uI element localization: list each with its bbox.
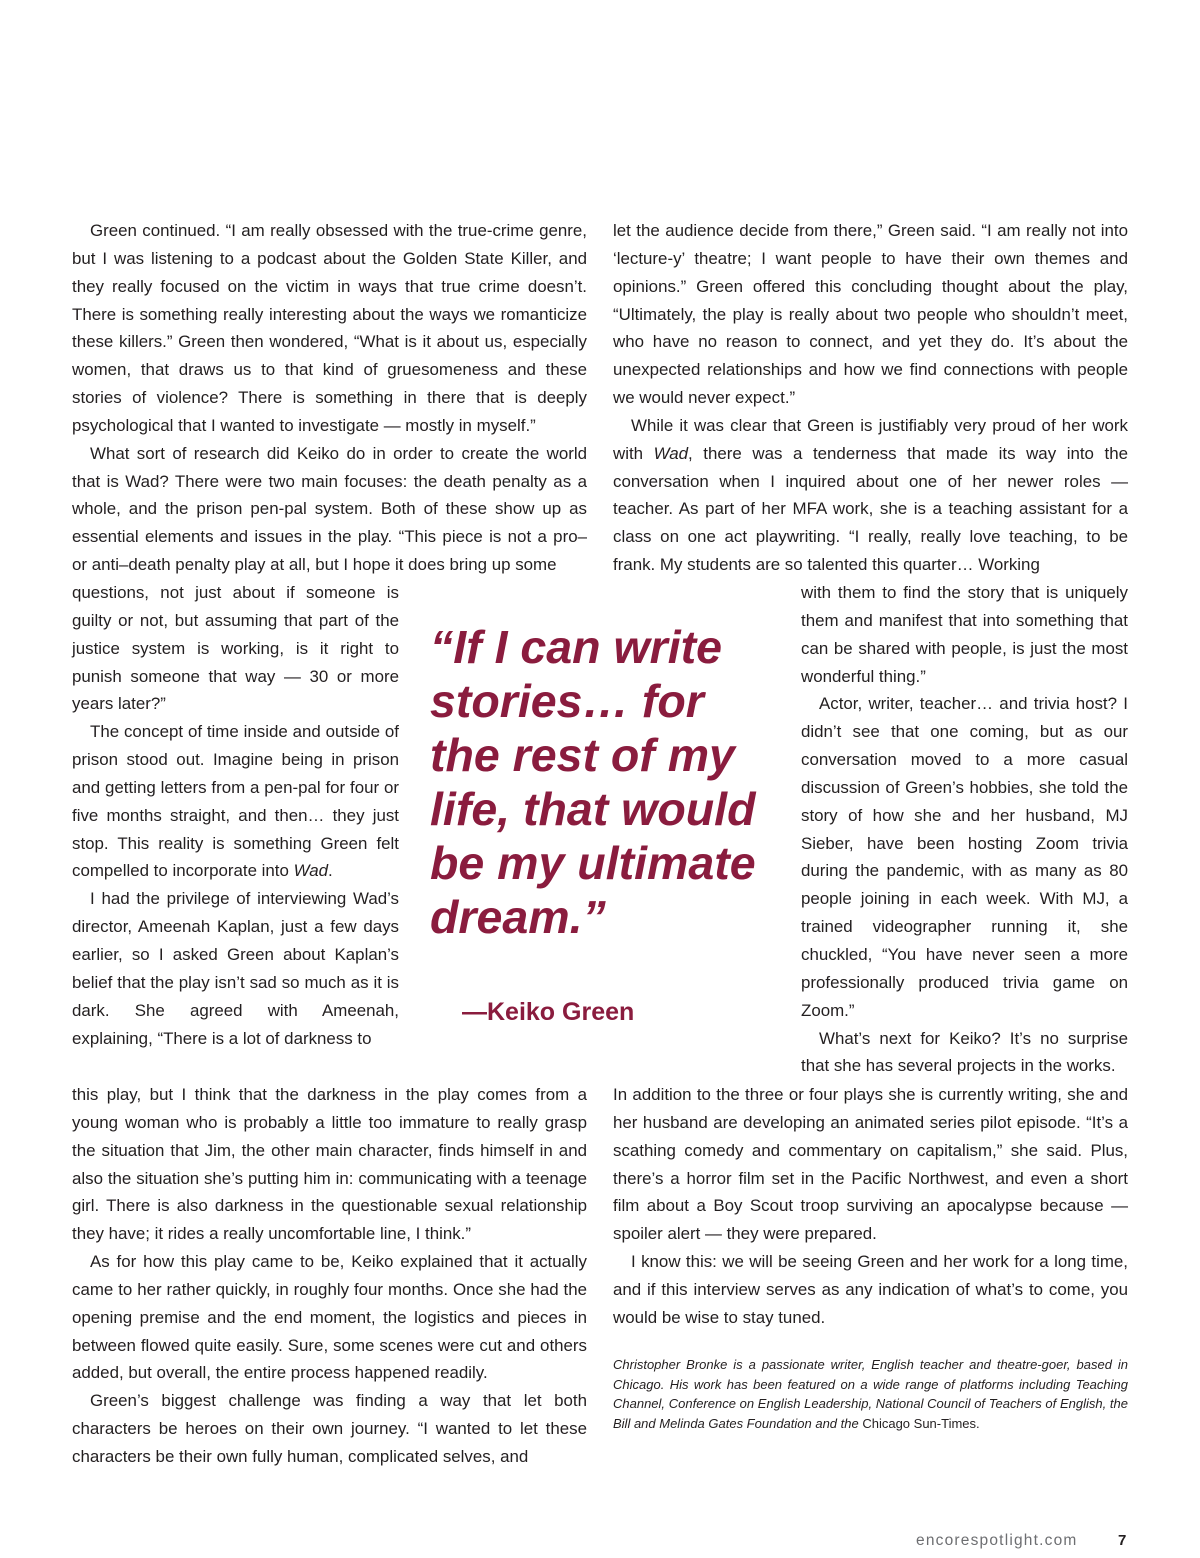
author-bio-text: Christopher Bronke is a passionate writer, English teacher and theatre-goer, based in Chicago. His work has been featured on a wide range of platforms including Teaching Channel, Conference on English Leadership, National Council of Teachers of English, the Bill and Melinda Gates Foundation and the xyxy=(613,1357,1128,1431)
paragraph: with them to find the story that is uniquely them and manifest that into something that can be shared with people, is just the most wonderful thing.” xyxy=(801,583,1128,686)
play-title: Wad xyxy=(293,861,329,881)
paragraph: As for how this play came to be, Keiko explained that it actually came to her rather quickly, in roughly four months. Once she had the opening premise and the end moment, the logistics and pieces in between flowed quite easily. Sure, some scenes were cut and others added, but overall, the entire process happened readily. xyxy=(72,1252,587,1383)
paragraph: What’s next for Keiko? It’s no surprise that she has several projects in the works. xyxy=(801,1028,1128,1076)
left-column-top xyxy=(72,217,587,579)
footer-website: encorespotlight.com xyxy=(916,1532,1078,1549)
paragraph: I know this: we will be seeing Green and her work for a long time, and if this interview serves as any indication of what’s to come, you would be wise to stay tuned. xyxy=(613,1252,1128,1327)
left-column-bottom xyxy=(72,1081,587,1471)
right-column-narrow xyxy=(801,579,1128,1080)
left-column-narrow xyxy=(72,579,399,1052)
play-title: Wad xyxy=(653,443,689,463)
paragraph: Green continued. “I am really obsessed with the true-crime genre, but I was listening to a podcast about the Golden State Killer, and they really focused on the victim in ways that true crime doesn’t. There is something really interesting about the ways we romanticize these killers.” Green then wondered, “What is it about us, especially women, that draws us to that kind of gruesomeness and these stories of violence? There is something in there that is deeply psychological that I wanted to investigate — mostly in myself.” xyxy=(72,221,587,435)
paragraph: I had the privilege of interviewing Wad’s director, Ameenah Kaplan, just a few days earlier, so I asked Green about Kaplan’s belief that the play isn’t sad so much as it is dark. She agreed with Ameenah, explaining, “There is a lot of darkness to xyxy=(72,889,399,1048)
publication-name: Chicago Sun-Times xyxy=(862,1415,977,1431)
paragraph xyxy=(613,412,1128,579)
paragraph: In addition to the three or four plays she is currently writing, she and her husband are developing an animated series pilot episode. “It’s a scathing comedy and commentary on capitalism,” she said. Plus, there’s a horror film set in the Pacific Northwest, and even a short film about a Boy Scout troop surviving an apocalypse because — spoiler alert — they were prepared. xyxy=(613,1085,1128,1244)
paragraph xyxy=(72,718,399,885)
paragraph-text: , there was a tenderness that made its way into the conversation when I inquired about one of her newer roles — teacher. As part of her MFA work, she is a teaching assistant for a class on one act playwriting. “I really, really love teaching, to be frank. My students are so talented this quarter… Working xyxy=(613,443,1128,575)
page-number: 7 xyxy=(1118,1532,1127,1549)
paragraph: Actor, writer, teacher… and trivia host? I didn’t see that one coming, but as our conversation moved to a more casual discussion of Green’s hobbies, she told the story of how she and her husband, MJ Sieber, have been hosting Zoom trivia during the pandemic, with as many as 80 people joining in each week. With MJ, a trained videographer running it, she chuckled, “You have never seen a more professionally produced trivia game on Zoom.” xyxy=(801,694,1128,1020)
paragraph: What sort of research did Keiko do in order to create the world that is Wad? There were two main focuses: the death penalty as a whole, and the prison pen-pal system. Both of these show up as essential elements and issues in the play. “This piece is not a pro– or anti–death penalty play at all, but I hope it does bring up some xyxy=(72,443,587,575)
paragraph-text: While it was clear that Green is justifiably very proud of her work with xyxy=(613,415,1128,463)
pull-quote-text: “If I can write stories… for the rest of my life, that would be my ultimate dream.” xyxy=(430,621,756,943)
paragraph: let the audience decide from there,” Green said. “I am really not into ‘lecture-y’ theatre; I want people to have their own themes and opinions.” Green offered this concluding thought about the play, “Ultimately, the play is really about two people who shouldn’t meet, who have no reason to connect, and yet they do. It’s about the unexpected relationships and how we find connections with people we would never expect.” xyxy=(613,221,1128,408)
right-column-bottom xyxy=(613,1081,1128,1332)
punctuation: . xyxy=(976,1415,980,1431)
right-column-top xyxy=(613,217,1128,579)
punctuation: . xyxy=(328,861,333,881)
pull-quote xyxy=(430,620,780,1026)
pull-quote-attribution: —Keiko Green xyxy=(462,998,635,1026)
paragraph-text: The concept of time inside and outside of prison stood out. Imagine being in prison and getting letters from a pen-pal for four or five months straight, and then… they just stop. This reality is something Green felt compelled to incorporate into xyxy=(72,722,399,881)
author-bio xyxy=(613,1355,1128,1433)
paragraph: Green’s biggest challenge was finding a way that let both characters be heroes on their own journey. “I wanted to let these characters be their own fully human, complicated selves, and xyxy=(72,1391,587,1466)
paragraph: this play, but I think that the darkness in the play comes from a young woman who is probably a little too immature to really grasp the situation that Jim, the other main character, finds himself in and also the situation she’s putting him in: communicating with a teenage girl. There is also darkness in the questionable sexual relationship they have; it rides a really uncomfortable line, I think.” xyxy=(72,1085,587,1244)
paragraph: questions, not just about if someone is guilty or not, but assuming that part of the justice system is working, is it right to punish someone that way — 30 or more years later?” xyxy=(72,583,399,714)
